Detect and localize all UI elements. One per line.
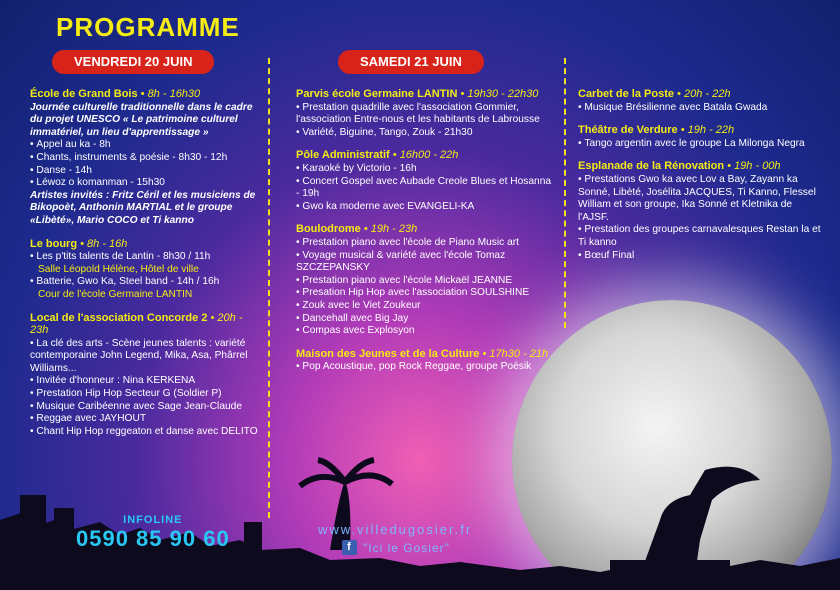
list-item: • Variété, Biguine, Tango, Zouk - 21h30	[296, 127, 552, 140]
venue-title: Local de l'association Concorde 2 • 20h - 23h	[30, 311, 243, 337]
list-item: • Reggae avec JAYHOUT	[30, 413, 262, 426]
list-item: • Presation Hip Hop avec l'association SOULSHINE	[296, 287, 552, 300]
column-divider-1	[268, 58, 270, 518]
page-title: PROGRAMME	[56, 12, 240, 42]
venue-title: Le bourg • 8h - 16h	[30, 237, 128, 250]
list-item: • Tango argentin avec le groupe La Milonga Negra	[578, 138, 823, 151]
facebook-icon: f	[342, 540, 357, 555]
list-item: • Karaoké by Victorio - 16h	[296, 163, 552, 176]
list-item: • Dancehall avec Big Jay	[296, 313, 552, 326]
list-item: • Pop Acoustique, pop Rock Reggae, groupe Poésik	[296, 361, 552, 374]
website-link[interactable]: www.villedugosier.fr	[318, 522, 473, 537]
list-item: • Prestation piano avec l'école Mickaël JEANNE	[296, 275, 552, 288]
list-item: • Appel au ka - 8h	[30, 139, 262, 152]
venue-title: Théâtre de Verdure • 19h - 22h	[578, 124, 735, 137]
facebook-link[interactable]	[342, 540, 450, 555]
infoline-phone[interactable]: 0590 85 90 60	[76, 526, 230, 551]
list-item: • Les p'tits talents de Lantin - 8h30 / 11h	[30, 251, 262, 264]
friday-column	[30, 88, 262, 448]
infoline-label: INFOLINE	[123, 514, 183, 526]
column-divider-2	[564, 58, 566, 328]
list-item: • Prestations Gwo ka avec Lov a Bay, Zayann ka Sonné, Libèté, Josélita JACQUES, Ti Kanno, Flessel William et son groupe, Ika Sonné et Kletnika de l'AJSF.	[578, 174, 823, 224]
saturday-column-1	[296, 88, 552, 384]
infoline-block	[76, 514, 230, 552]
event-section	[30, 88, 262, 228]
venue-title: Carbet de la Poste • 20h - 22h	[578, 88, 731, 100]
event-description: Journée culturelle traditionnelle dans le cadre du projet UNESCO « Le patrimoine culturel immatériel, un lieu d'apprentissage »	[30, 101, 253, 138]
venue-title: Esplanade de la Rénovation • 19h - 00h	[578, 160, 781, 173]
event-section	[30, 238, 262, 302]
venue-title: Maison des Jeunes et de la Culture • 17h30 - 21h	[296, 347, 549, 360]
event-section	[296, 223, 552, 337]
list-item: • Danse - 14h	[30, 165, 262, 178]
list-item: • Prestation des groupes carnavalesques Restan la et Ti kanno	[578, 224, 823, 249]
facebook-page-name: "Ici le Gosier"	[363, 540, 450, 555]
list-item: • Prestation quadrille avec l'association Gommier, l'association Entre-nous et les habitants de Labrousse	[296, 102, 552, 127]
guest-artists: Artistes invités : Fritz Céril et les musiciens de Bikopoèt, Anthonin MARTIAL et le groupe «Libèté», Mario COCO et Ti kanno	[30, 189, 256, 226]
list-item: • Bœuf Final	[578, 250, 823, 263]
venue-title: Boulodrome • 19h - 23h	[296, 223, 418, 236]
event-section	[578, 124, 823, 150]
venue-title: École de Grand Bois • 8h - 16h30	[30, 88, 201, 100]
venue-title: Pôle Administratif • 16h00 - 22h	[296, 149, 459, 162]
list-item: • La clé des arts - Scène jeunes talents : variété contemporaine John Legend, Mika, Asa, Phârrel Williams...	[30, 338, 262, 376]
event-section	[296, 149, 552, 213]
list-item: • Prestation Hip Hop Secteur G (Soldier P)	[30, 388, 262, 401]
list-item: • Gwo ka moderne avec EVANGELI-KA	[296, 201, 552, 214]
place-label: Salle Léopold Hélène, Hôtel de ville	[38, 263, 199, 275]
list-item: • Concert Gospel avec Aubade Creole Blues et Hosanna - 19h	[296, 176, 552, 201]
place-label: Cour de l'école Germaine LANTIN	[38, 288, 193, 300]
event-section	[578, 88, 823, 114]
list-item: • Invitée d'honneur : Nina KERKENA	[30, 375, 262, 388]
list-item: • Musique Caribéenne avec Sage Jean-Claude	[30, 401, 262, 414]
list-item: • Zouk avec le Viet Zoukeur	[296, 300, 552, 313]
day-banner-saturday: SAMEDI 21 JUIN	[338, 50, 484, 74]
event-section	[296, 348, 552, 374]
list-item: • Prestation piano avec l'école de Piano Music art	[296, 237, 552, 250]
list-item: • Compas avec Explosyon	[296, 325, 552, 338]
day-banner-friday: VENDREDI 20 JUIN	[52, 50, 214, 74]
event-section	[296, 88, 552, 139]
list-item: • Chants, instruments & poésie - 8h30 - 12h	[30, 152, 262, 165]
venue-title: Parvis école Germaine LANTIN • 19h30 - 22h30	[296, 88, 539, 100]
list-item: • Voyage musical & variété avec l'école Tomaz SZCZEPANSKY	[296, 250, 552, 275]
list-item: • Chant Hip Hop reggeaton et danse avec DELITO	[30, 426, 262, 439]
list-item: • Musique Brésilienne avec Batala Gwada	[578, 102, 823, 115]
list-item: • Batterie, Gwo Ka, Steel band - 14h / 16h	[30, 276, 262, 289]
list-item: • Léwoz o komanman - 15h30	[30, 177, 262, 190]
event-section	[30, 312, 262, 439]
event-section	[578, 160, 823, 262]
saturday-column-2	[578, 88, 823, 272]
